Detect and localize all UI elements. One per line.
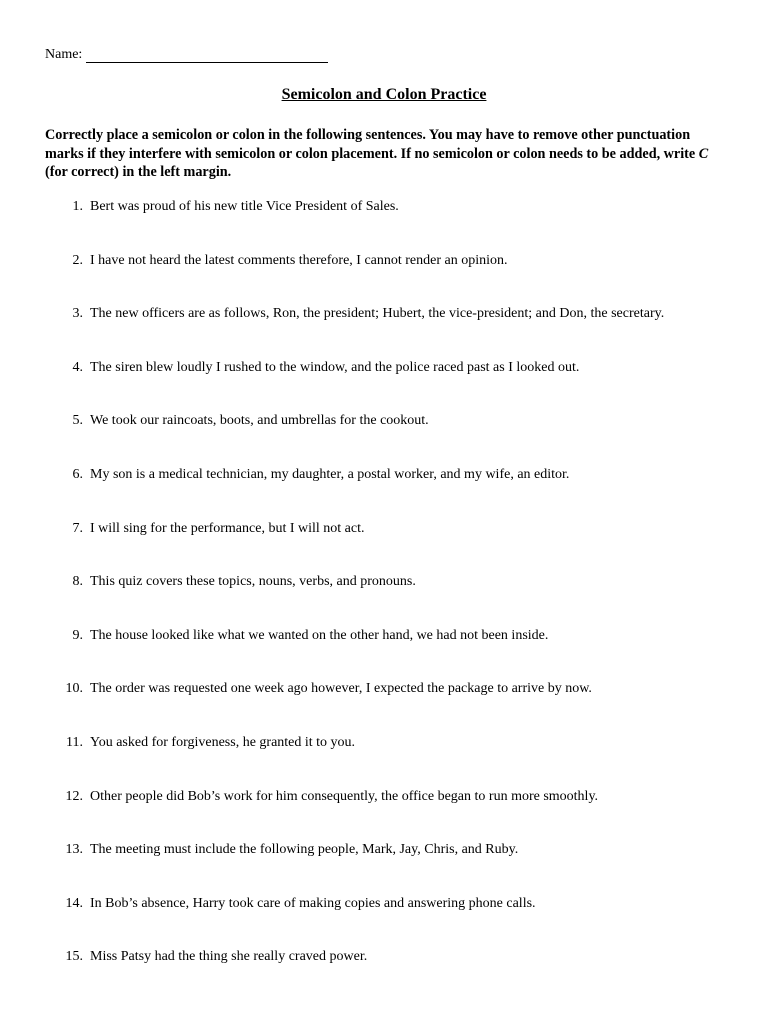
item-number: 3.: [72, 306, 83, 322]
name-label: Name:: [45, 47, 83, 62]
item-number: 14.: [65, 895, 83, 911]
item-sentence: Other people did Bob’s work for him consequently, the office began to run more smoothly.: [90, 788, 599, 804]
item-sentence: This quiz covers these topics, nouns, verbs, and pronouns.: [90, 574, 416, 590]
item-sentence: We took our raincoats, boots, and umbrellas for the cookout.: [90, 413, 429, 429]
item-number: 2.: [72, 252, 83, 268]
item-number: 4.: [72, 359, 83, 375]
item-sentence: In Bob’s absence, Harry took care of making copies and answering phone calls.: [90, 895, 536, 911]
item-sentence: You asked for forgiveness, he granted it to you.: [90, 735, 356, 750]
item-sentence: The siren blew loudly I rushed to the window, and the police raced past as I looked out.: [90, 359, 580, 375]
item-number: 6.: [72, 467, 83, 482]
item-sentence: The meeting must include the following people, Mark, Jay, Chris, and Ruby.: [90, 842, 519, 858]
instructions: [45, 126, 730, 182]
item-number: 8.: [72, 574, 83, 590]
worksheet-title: Semicolon and Colon Practice: [281, 86, 487, 103]
item-number: 10.: [65, 681, 83, 697]
item-number: 1.: [72, 199, 83, 214]
item-number: 9.: [72, 627, 83, 643]
name-blank-line[interactable]: [86, 48, 328, 63]
item-number: 5.: [72, 413, 83, 429]
item-number: 11.: [66, 735, 83, 750]
item-number: 12.: [65, 788, 83, 804]
item-sentence: Bert was proud of his new title Vice President of Sales.: [90, 199, 399, 214]
instructions-text-end: (for correct) in the left margin.: [45, 164, 232, 180]
name-field-row: [45, 47, 328, 63]
item-number: 13.: [65, 842, 83, 858]
item-number: 7.: [72, 520, 83, 536]
instructions-text: Correctly place a semicolon or colon in the following sentences. You may have to remove other punctuation marks if they interfere with semicolon or colon placement. If no semicolon or colon needs to be added, write: [45, 127, 699, 162]
item-sentence: I will sing for the performance, but I will not act.: [90, 520, 365, 536]
item-number: 15.: [65, 949, 83, 965]
item-sentence: My son is a medical technician, my daughter, a postal worker, and my wife, an editor.: [90, 467, 570, 482]
item-sentence: I have not heard the latest comments therefore, I cannot render an opinion.: [90, 252, 508, 268]
instructions-italic-c: C: [698, 145, 709, 162]
item-sentence: Miss Patsy had the thing she really craved power.: [90, 949, 368, 965]
item-sentence: The new officers are as follows, Ron, the president; Hubert, the vice-president; and Don, the secretary.: [90, 306, 665, 322]
item-sentence: The order was requested one week ago however, I expected the package to arrive by now.: [90, 681, 592, 697]
item-sentence: The house looked like what we wanted on the other hand, we had not been inside.: [90, 627, 549, 643]
